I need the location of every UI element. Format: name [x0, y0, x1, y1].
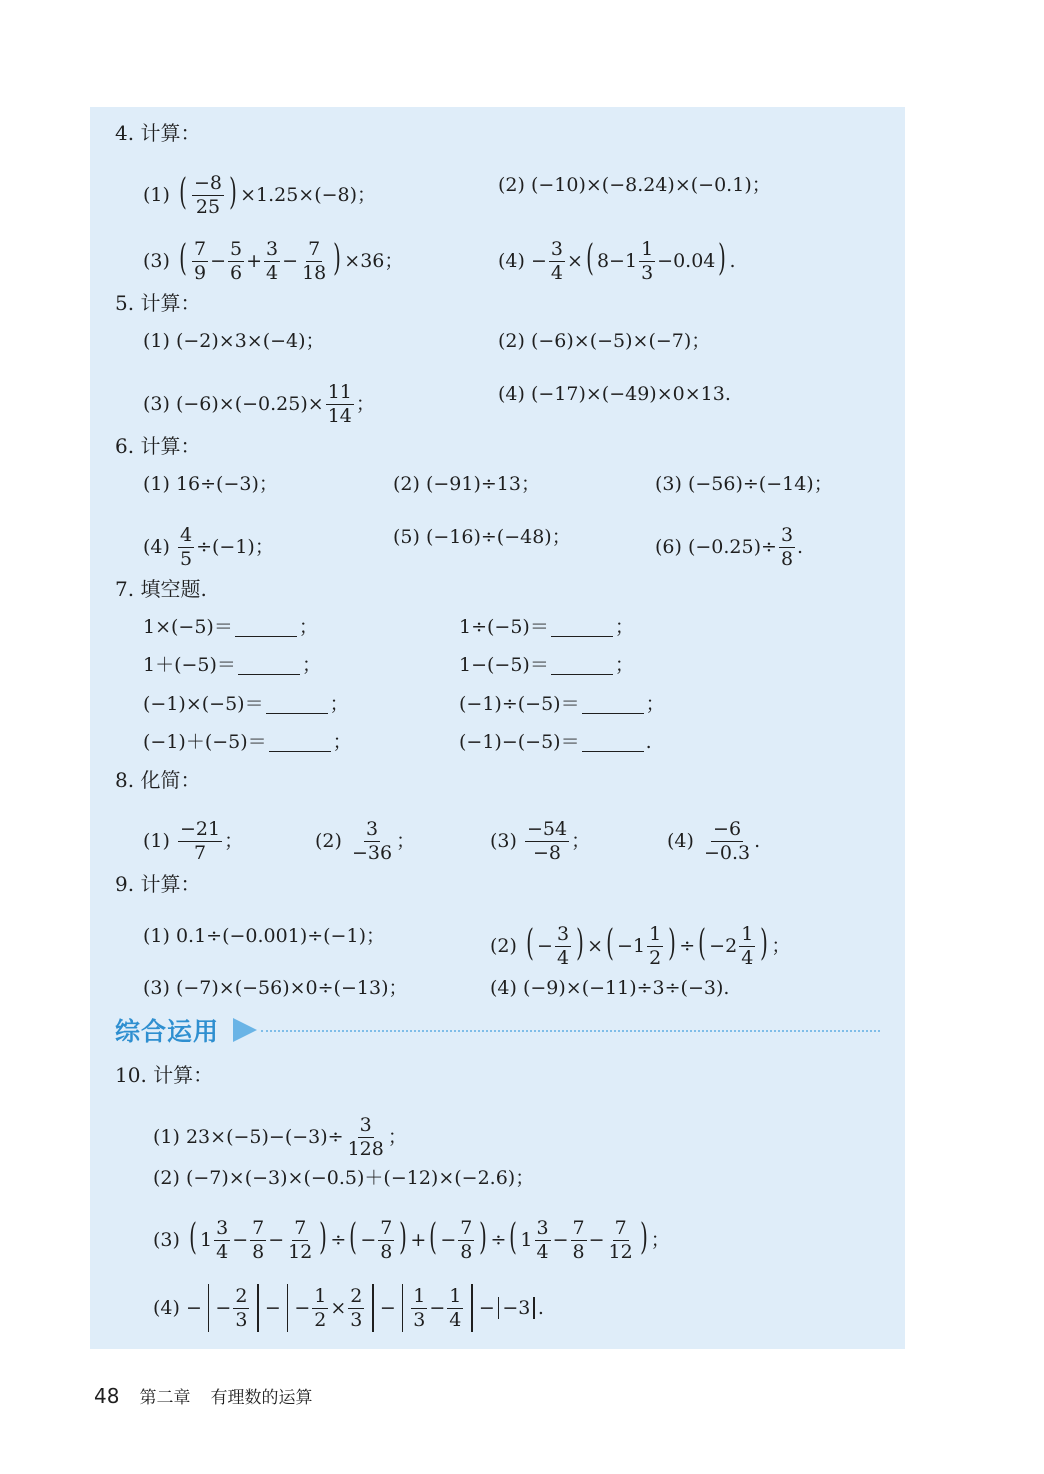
- answer-blank[interactable]: [582, 733, 644, 752]
- fraction: $\frac{-8}{25}$: [194, 172, 223, 218]
- label: (4): [498, 250, 525, 273]
- label: (1): [143, 184, 170, 207]
- answer-blank[interactable]: [266, 695, 328, 714]
- fraction: $\frac{1}{3}$: [413, 1284, 426, 1331]
- q6-p3: (3) (−56)÷(−14)；: [655, 473, 833, 495]
- q7-r3a: (−1)×(−5)＝ ；: [143, 693, 349, 715]
- answer-blank[interactable]: [238, 656, 300, 675]
- fraction: $\frac{3}{4}$: [536, 1217, 549, 1263]
- fraction: $\frac{3}{4}$: [216, 1217, 229, 1263]
- fraction: $\frac{7}{8}$: [460, 1217, 473, 1263]
- q7-r4a: (−1)＋(−5)＝ ；: [143, 731, 352, 753]
- q7-title: 7. 填空题.: [115, 577, 207, 601]
- q5-p4: (4) (−17)×(−49)×0×13.: [498, 383, 731, 405]
- q4-title: 4. 计算：: [115, 121, 201, 145]
- abs-bar: [402, 1284, 404, 1332]
- q4-p1: [143, 173, 376, 218]
- fraction: $\frac{4}{5}$: [179, 524, 193, 570]
- section-title: 综合运用: [115, 1017, 220, 1046]
- answer-blank[interactable]: [269, 733, 331, 752]
- label: (4): [153, 1297, 180, 1319]
- q8-p3: (3) $\frac{-54}{-8}$ ；: [490, 818, 591, 864]
- abs-bar: [533, 1297, 535, 1319]
- abs-bar: [498, 1297, 500, 1319]
- q9-p2: (2) ( − $\frac{3}{4}$ ) × ( −1 $\frac{1}{2}$ ) ÷ ( −2 $\frac{1}{4}$ ) ；: [490, 923, 791, 969]
- fraction: $\frac{7}{8}$: [252, 1217, 265, 1263]
- q5-p1: (1) (−2)×3×(−4)；: [143, 330, 325, 352]
- q5-p3: (3) (−6)×(−0.25)× $\frac{11}{14}$ ；: [143, 381, 375, 427]
- q10-title: 10. 计算：: [115, 1063, 214, 1087]
- fraction: $\frac{2}{3}$: [350, 1284, 363, 1331]
- label: (6): [655, 536, 682, 559]
- answer-blank[interactable]: [235, 618, 297, 637]
- label: (3): [153, 1229, 180, 1252]
- q10-p4: (4) − − $\frac{2}{3}$ − − $\frac{1}{2}$ × $\frac{2}{3}$ − $\frac{1}{3}$ − $\frac{1}{4}$ − −3 .: [153, 1284, 544, 1331]
- q5-p2: (2) (−6)×(−5)×(−7)；: [498, 330, 711, 352]
- expr: ×1.25×(−8)；: [240, 184, 377, 207]
- fraction: $\frac{7}{12}$: [608, 1217, 633, 1263]
- q6-title: 6. 计算：: [115, 434, 201, 458]
- fraction: $\frac{-54}{-8}$: [526, 818, 568, 864]
- label: (2): [315, 830, 342, 853]
- q10-p1: (1) 23×(−5)−(−3)÷ $\frac{3}{128}$ ；: [153, 1114, 407, 1160]
- fraction: $\frac{7}{18}$: [302, 238, 327, 284]
- q7-r3b: (−1)÷(−5)＝ ；: [459, 693, 665, 715]
- fraction: $\frac{1}{2}$: [649, 923, 662, 969]
- label: (1): [153, 1126, 180, 1149]
- q10-p2: (2) (−7)×(−3)×(−0.5)＋(−12)×(−2.6)；: [153, 1167, 535, 1189]
- label: (4): [143, 536, 170, 559]
- q4-p2: (2) (−10)×(−8.24)×(−0.1)；: [498, 174, 771, 196]
- q8-p4: (4) $\frac{-6}{-0.3}$ .: [667, 818, 761, 864]
- label: (2): [490, 935, 517, 958]
- fraction: $\frac{2}{3}$: [235, 1284, 248, 1331]
- q9-p3: (3) (−7)×(−56)×0÷(−13)；: [143, 977, 408, 999]
- abs-bar: [208, 1284, 210, 1332]
- q6-p5: (5) (−16)÷(−48)；: [393, 526, 571, 548]
- fraction: $\frac{3}{4}$: [266, 238, 279, 284]
- q7-r2b: 1−(−5)＝ ；: [459, 654, 634, 676]
- paren: (: [179, 172, 187, 214]
- answer-blank[interactable]: [551, 656, 613, 675]
- q10-p3: (3) ( 1 $\frac{3}{4}$ − $\frac{7}{8}$ − $\frac{7}{12}$ ) ÷ ( − $\frac{7}{8}$ ) + ( − $\frac{7}{8}$ ) ÷ ( 1 $\frac{3}{4}$ − $\frac{7}{8}$ − $\frac{7}{12}$ ) ；: [153, 1217, 670, 1263]
- fraction: $\frac{-21}{7}$: [179, 818, 221, 864]
- abs-bar: [287, 1284, 289, 1332]
- q7-r1b: 1÷(−5)＝ ；: [459, 616, 634, 638]
- fraction: $\frac{1}{3}$: [641, 238, 654, 284]
- answer-blank[interactable]: [582, 695, 644, 714]
- q6-p6: (6) (−0.25)÷ $\frac{3}{8}$ .: [655, 524, 804, 570]
- q6-p1: (1) 16÷(−3)；: [143, 473, 278, 495]
- q6-p2: (2) (−91)÷13；: [393, 473, 540, 495]
- label: (3): [143, 250, 170, 273]
- fraction: $\frac{1}{4}$: [741, 923, 754, 969]
- fraction: $\frac{7}{8}$: [380, 1217, 393, 1263]
- q9-title: 9. 计算：: [115, 872, 201, 896]
- q7-r4b: (−1)−(−5)＝ .: [459, 731, 652, 753]
- page-number: 48: [94, 1384, 120, 1408]
- label: (1): [143, 830, 170, 853]
- triangle-icon: [233, 1018, 257, 1042]
- dotted-divider: [261, 1030, 880, 1032]
- q8-title: 8. 化简：: [115, 768, 201, 792]
- fraction: $\frac{3}{128}$: [347, 1114, 384, 1160]
- section-header: [115, 1013, 880, 1047]
- q7-r2a: 1＋(−5)＝ ；: [143, 654, 321, 676]
- fraction: $\frac{3}{8}$: [780, 524, 794, 570]
- fraction: $\frac{7}{12}$: [288, 1217, 313, 1263]
- fraction: $\frac{11}{14}$: [327, 381, 352, 427]
- q7-r1a: 1×(−5)＝ ；: [143, 616, 318, 638]
- chapter-label: 第二章: [139, 1388, 191, 1408]
- exercise-panel: [90, 107, 905, 1349]
- fraction: $\frac{1}{4}$: [449, 1284, 462, 1331]
- abs-bar: [372, 1284, 374, 1332]
- answer-blank[interactable]: [551, 618, 613, 637]
- q9-p4: (4) (−9)×(−11)÷3÷(−3).: [490, 977, 730, 999]
- fraction: $\frac{5}{6}$: [230, 238, 243, 284]
- fraction: $\frac{3}{4}$: [556, 923, 570, 969]
- q4-p4: (4) − $\frac{3}{4}$ × ( 8−1 $\frac{1}{3}$ −0.04 ) .: [498, 238, 736, 284]
- label: (3): [490, 830, 517, 853]
- abs-bar: [471, 1284, 473, 1332]
- q8-p2: (2) $\frac{3}{-36}$ ；: [315, 818, 416, 864]
- chapter-title: 有理数的运算: [210, 1388, 313, 1408]
- paren: ): [229, 172, 237, 214]
- fraction: $\frac{7}{8}$: [572, 1217, 585, 1263]
- q5-title: 5. 计算：: [115, 291, 201, 315]
- fraction: $\frac{7}{9}$: [194, 238, 207, 284]
- page-footer: [94, 1383, 312, 1408]
- q4-p3: (3) ( $\frac{7}{9}$ − $\frac{5}{6}$ + $\frac{3}{4}$ − $\frac{7}{18}$ ) ×36；: [143, 238, 404, 284]
- fraction: $\frac{3}{4}$: [550, 238, 563, 284]
- fraction: $\frac{1}{2}$: [314, 1284, 327, 1331]
- q9-p1: (1) 0.1÷(−0.001)÷(−1)；: [143, 925, 385, 947]
- q6-p4: (4) $\frac{4}{5}$ ÷(−1)；: [143, 524, 274, 570]
- fraction: $\frac{-6}{-0.3}$: [703, 818, 751, 864]
- label: (3): [143, 393, 170, 416]
- q8-p1: (1) $\frac{-21}{7}$ ；: [143, 818, 244, 864]
- label: (4): [667, 830, 694, 853]
- abs-bar: [257, 1284, 259, 1332]
- fraction: $\frac{3}{-36}$: [351, 818, 393, 864]
